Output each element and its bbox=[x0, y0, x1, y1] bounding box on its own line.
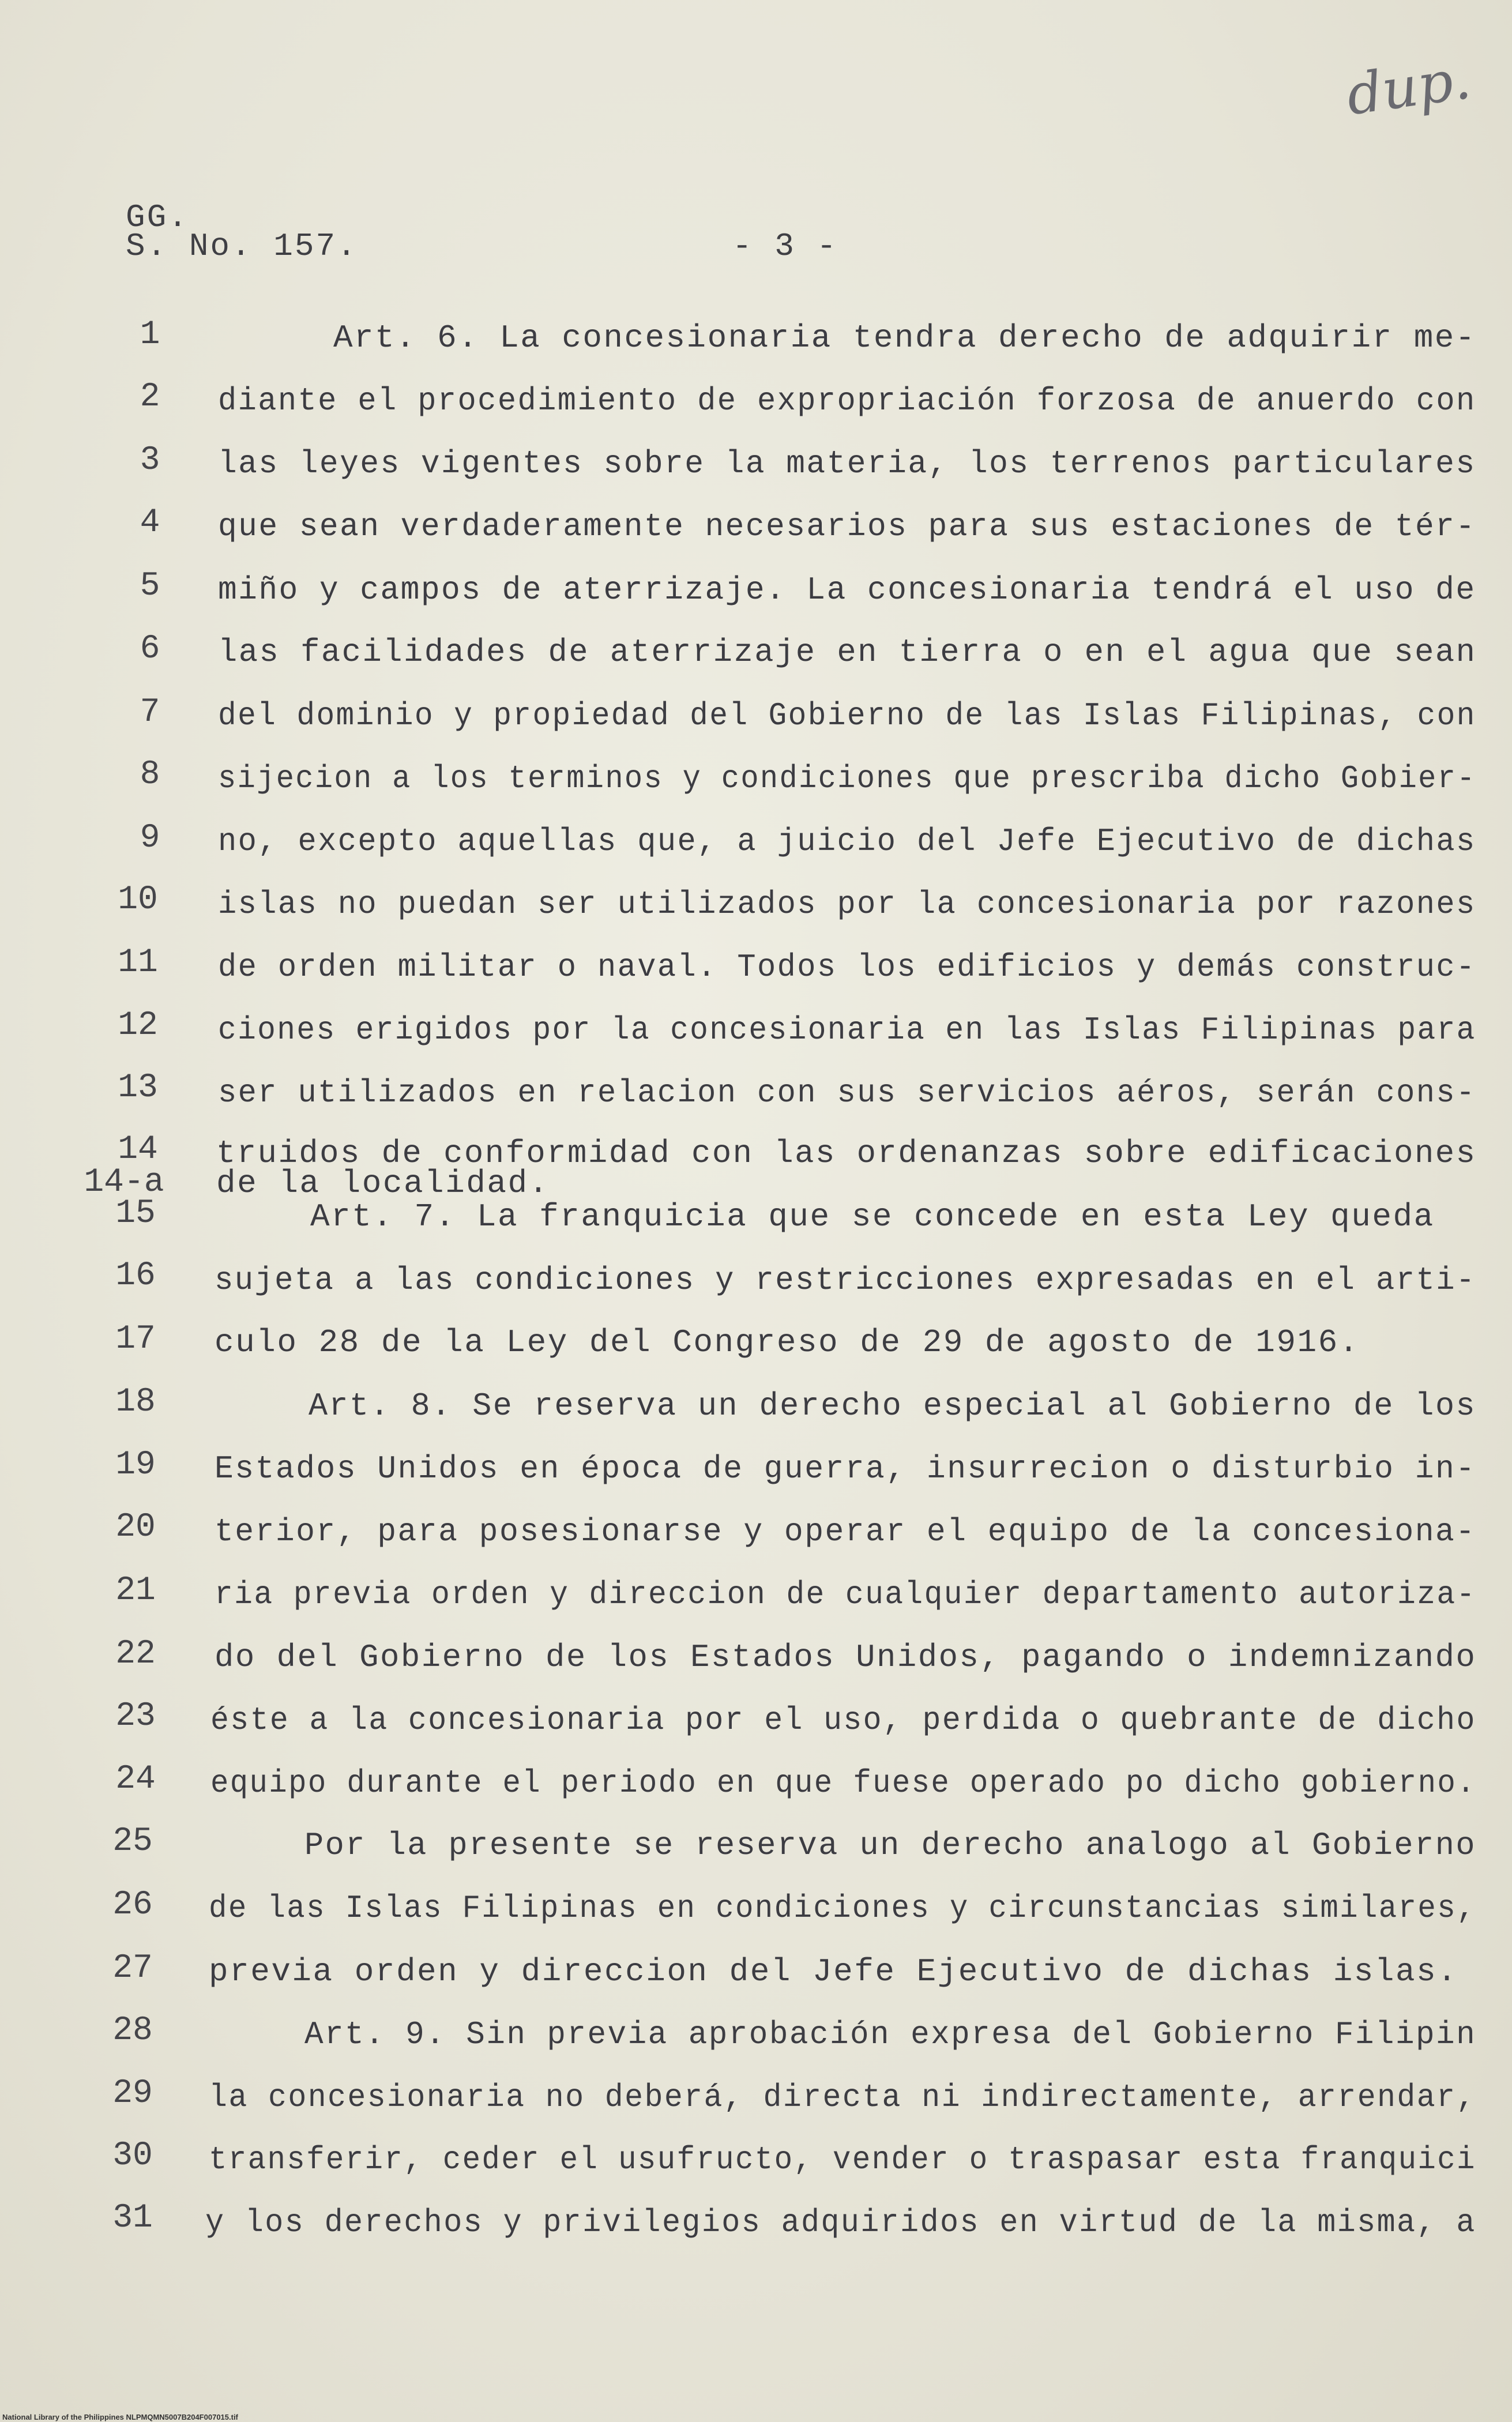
line-number: 7 bbox=[140, 694, 160, 731]
line-number: 16 bbox=[115, 1257, 156, 1295]
text-line: previa orden y direccion del Jefe Ejecutivo de dichas islas. bbox=[209, 1953, 1458, 1990]
text-line: de las Islas Filipinas en condiciones y circunstancias similares, bbox=[209, 1890, 1476, 1927]
line-number: 2 bbox=[140, 378, 160, 416]
text-line: del dominio y propiedad del Gobierno de las Islas Filipinas, con bbox=[218, 697, 1476, 734]
line-number: 31 bbox=[112, 2199, 153, 2237]
text-line: Art. 9. Sin previa aprobación expresa del Gobierno Filipin bbox=[304, 2016, 1477, 2053]
text-line: ser utilizados en relacion con sus servicios aéros, serán cons- bbox=[218, 1074, 1476, 1111]
line-number: 12 bbox=[118, 1007, 158, 1044]
line-number: 26 bbox=[112, 1886, 153, 1924]
text-line: Por la presente se reserva un derecho analogo al Gobierno bbox=[304, 1827, 1477, 1864]
text-line: sujeta a las condiciones y restricciones expresadas en el arti- bbox=[215, 1262, 1476, 1299]
line-number: 13 bbox=[118, 1069, 158, 1107]
text-line: culo 28 de la Ley del Congreso de 29 de agosto de 1916. bbox=[215, 1324, 1360, 1361]
line-number: 17 bbox=[115, 1321, 156, 1358]
line-number: 10 bbox=[118, 881, 158, 919]
line-number: 27 bbox=[112, 1950, 153, 1987]
line-number: 30 bbox=[112, 2137, 153, 2175]
bill-number: S. No. 157. bbox=[126, 228, 358, 265]
text-line: truidos de conformidad con las ordenanzas sobre edificaciones bbox=[216, 1135, 1477, 1172]
line-number: 8 bbox=[140, 756, 160, 793]
text-line: transferir, ceder el usufructo, vender o traspasar esta franquici bbox=[209, 2141, 1476, 2178]
text-line: éste a la concesionaria por el uso, perdida o quebrante de dicho bbox=[210, 1702, 1476, 1739]
text-line: sijecion a los terminos y condiciones que prescriba dicho Gobier- bbox=[218, 760, 1476, 797]
scan-footer: National Library of the Philippines NLPMQMN5007B204F007015.tif bbox=[2, 2413, 238, 2421]
text-line: miño y campos de aterrizaje. La concesionaria tendrá el uso de bbox=[218, 571, 1476, 608]
text-line: las facilidades de aterrizaje en tierra o en el agua que sean bbox=[218, 634, 1477, 671]
text-line: Art. 7. La franquicia que se concede en esta Ley queda bbox=[310, 1198, 1435, 1235]
text-line: no, excepto aquellas que, a juicio del Jefe Ejecutivo de dichas bbox=[218, 823, 1476, 860]
line-number: 14 bbox=[118, 1131, 158, 1168]
text-line: de la localidad. bbox=[216, 1165, 550, 1202]
page-number: - 3 - bbox=[732, 228, 838, 265]
line-number: 6 bbox=[140, 630, 160, 668]
line-number: 29 bbox=[112, 2075, 153, 2112]
line-number: 28 bbox=[112, 2012, 153, 2049]
line-number: 22 bbox=[115, 1635, 156, 1673]
text-line: Art. 8. Se reserva un derecho especial al Gobierno de los bbox=[309, 1387, 1477, 1424]
line-number: 18 bbox=[115, 1383, 156, 1421]
line-number: 3 bbox=[140, 442, 160, 479]
line-number: 21 bbox=[115, 1572, 156, 1609]
line-number: 15 bbox=[115, 1195, 156, 1232]
text-line: terior, para posesionarse y operar el equipo de la concesiona- bbox=[215, 1513, 1476, 1550]
text-line: islas no puedan ser utilizados por la concesionaria por razones bbox=[218, 886, 1476, 923]
line-number: 11 bbox=[118, 944, 158, 981]
line-number: 4 bbox=[140, 504, 160, 541]
text-line: diante el procedimiento de expropriación forzosa de anuerdo con bbox=[218, 382, 1476, 419]
line-number: 25 bbox=[112, 1823, 153, 1860]
text-line: de orden militar o naval. Todos los edificios y demás construc- bbox=[218, 949, 1476, 986]
line-number: 19 bbox=[115, 1446, 156, 1484]
line-number: 14-a bbox=[84, 1164, 164, 1201]
line-number: 20 bbox=[115, 1509, 156, 1546]
line-number: 9 bbox=[140, 819, 160, 857]
text-line: las leyes vigentes sobre la materia, los terrenos particulares bbox=[218, 445, 1476, 482]
line-number: 23 bbox=[115, 1698, 156, 1735]
line-number: 24 bbox=[115, 1761, 156, 1798]
text-line: equipo durante el periodo en que fuese operado po dicho gobierno. bbox=[210, 1765, 1476, 1802]
text-line: que sean verdaderamente necesarios para sus estaciones de tér- bbox=[218, 508, 1476, 545]
text-line: do del Gobierno de los Estados Unidos, pagando o indemnizando bbox=[215, 1639, 1477, 1676]
text-line: Art. 6. La concesionaria tendra derecho de adquirir me- bbox=[333, 319, 1476, 356]
series-code: GG. bbox=[126, 199, 189, 236]
line-number: 5 bbox=[140, 567, 160, 605]
text-line: ria previa orden y direccion de cualquier departamento autoriza- bbox=[215, 1576, 1476, 1613]
line-number: 1 bbox=[140, 316, 160, 353]
text-line: Estados Unidos en época de guerra, insurrecion o disturbio in- bbox=[215, 1450, 1476, 1487]
text-line: y los derechos y privilegios adquiridos en virtud de la misma, a bbox=[205, 2204, 1476, 2241]
text-line: la concesionaria no deberá, directa ni indirectamente, arrendar, bbox=[209, 2079, 1476, 2116]
handwritten-note: dup. bbox=[1342, 46, 1475, 128]
text-line: ciones erigidos por la concesionaria en las Islas Filipinas para bbox=[218, 1011, 1476, 1048]
